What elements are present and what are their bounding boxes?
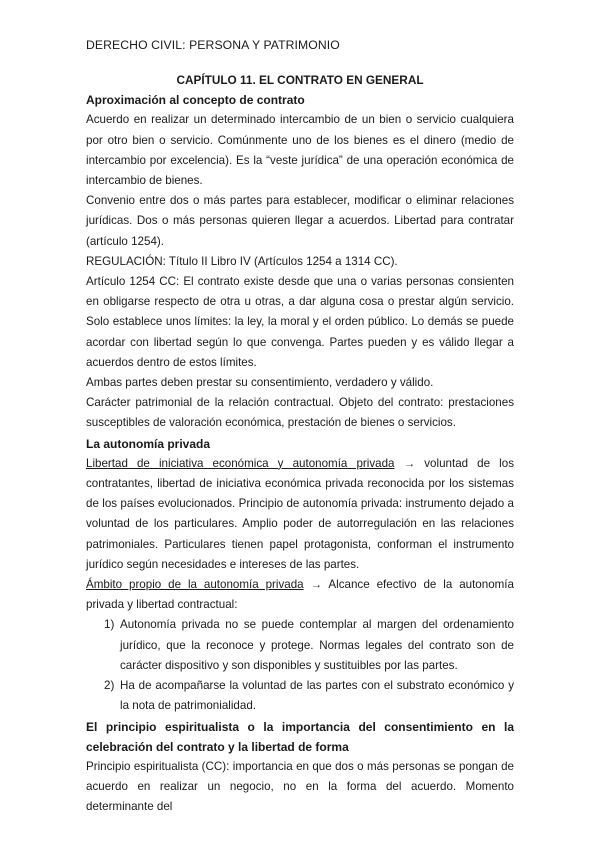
paragraph: Artículo 1254 CC: El contrato existe desde que una o varias personas consienten en obligarse respecto de otra u otras, a dar alguna cosa o prestar algún servicio. Solo establece unos límites: la ley, la moral y el orden público. Lo demás se puede acordar con libertad según lo que convenga. Partes pueden y es válido llegar a acuerdos dentro de estos límites. — [86, 275, 514, 369]
list-number: 1) — [104, 618, 115, 632]
list-number: 2) — [104, 679, 115, 693]
paragraph: Acuerdo en realizar un determinado intercambio de un bien o servicio cualquiera por otro bien o servicio. Comúnmente uno de los bienes es el dinero (medio de intercambio por excelencia). Es la “veste jurídica” de una operación económica de intercambio de bienes. — [86, 113, 514, 188]
list-item-text: Autonomía privada no se puede contemplar al margen del ordenamiento jurídico, que la reconoce y protege. Normas legales del contrato son de carácter dispositivo y son disponibles y sustituibles por las partes. — [120, 618, 514, 672]
list-item — [86, 676, 514, 716]
paragraph: Ambas partes deben prestar su consentimiento, verdadero y válido. — [86, 376, 434, 390]
underlined-term: Libertad de iniciativa económica y autonomía privada — [86, 456, 395, 470]
paragraph: Convenio entre dos o más partes para establecer, modificar o eliminar relaciones jurídicas. Dos o más personas quieren llegar a acuerdos. Libertad para contratar (artículo 1254). — [86, 194, 514, 248]
page-header: DERECHO CIVIL: PERSONA Y PATRIMONIO — [86, 38, 340, 52]
page-content — [86, 70, 514, 818]
paragraph: Carácter patrimonial de la relación contractual. Objeto del contrato: prestaciones susceptibles de valoración económica, prestación de bienes o servicios. — [86, 396, 514, 430]
paragraph-text: → Alcance efectivo de la autonomía privada y libertad contractual: — [86, 578, 514, 612]
list-item-text: Ha de acompañarse la voluntad de las partes con el substrato económico y la nota de patrimonialidad. — [120, 679, 514, 713]
chapter-title: CAPÍTULO 11. EL CONTRATO EN GENERAL — [176, 73, 424, 87]
underlined-term: Ámbito propio de la autonomía privada — [86, 578, 304, 592]
paragraph: Principio espiritualista (CC): importancia en que dos o más personas se pongan de acuerdo en realizar un negocio, no en la forma del acuerdo. Momento determinante del — [86, 759, 514, 814]
list-item — [86, 615, 514, 676]
paragraph: REGULACIÓN: Título II Libro IV (Artículos 1254 a 1314 CC). — [86, 254, 398, 268]
section-heading-autonomia: La autonomía privada — [86, 436, 211, 451]
numbered-list — [86, 615, 514, 716]
paragraph — [86, 575, 514, 615]
section-heading-espiritualista: El principio espiritualista o la importancia del consentimiento en la celebración del contrato y la libertad de forma — [86, 719, 514, 754]
paragraph-text: → voluntad de los contratantes, libertad de iniciativa económica privada reconocida por los sistemas de los países evolucionados. Principio de autonomía privada: instrumento dejado a voluntad de los particulares. Amplio poder de autorregulación en las relaciones patrimoniales. Particulares tienen papel protagonista, conforman el instrumento jurídico según necesidades e intereses de las partes. — [86, 456, 514, 571]
paragraph — [86, 454, 514, 575]
section-heading-concepto: Aproximación al concepto de contrato — [86, 93, 305, 108]
